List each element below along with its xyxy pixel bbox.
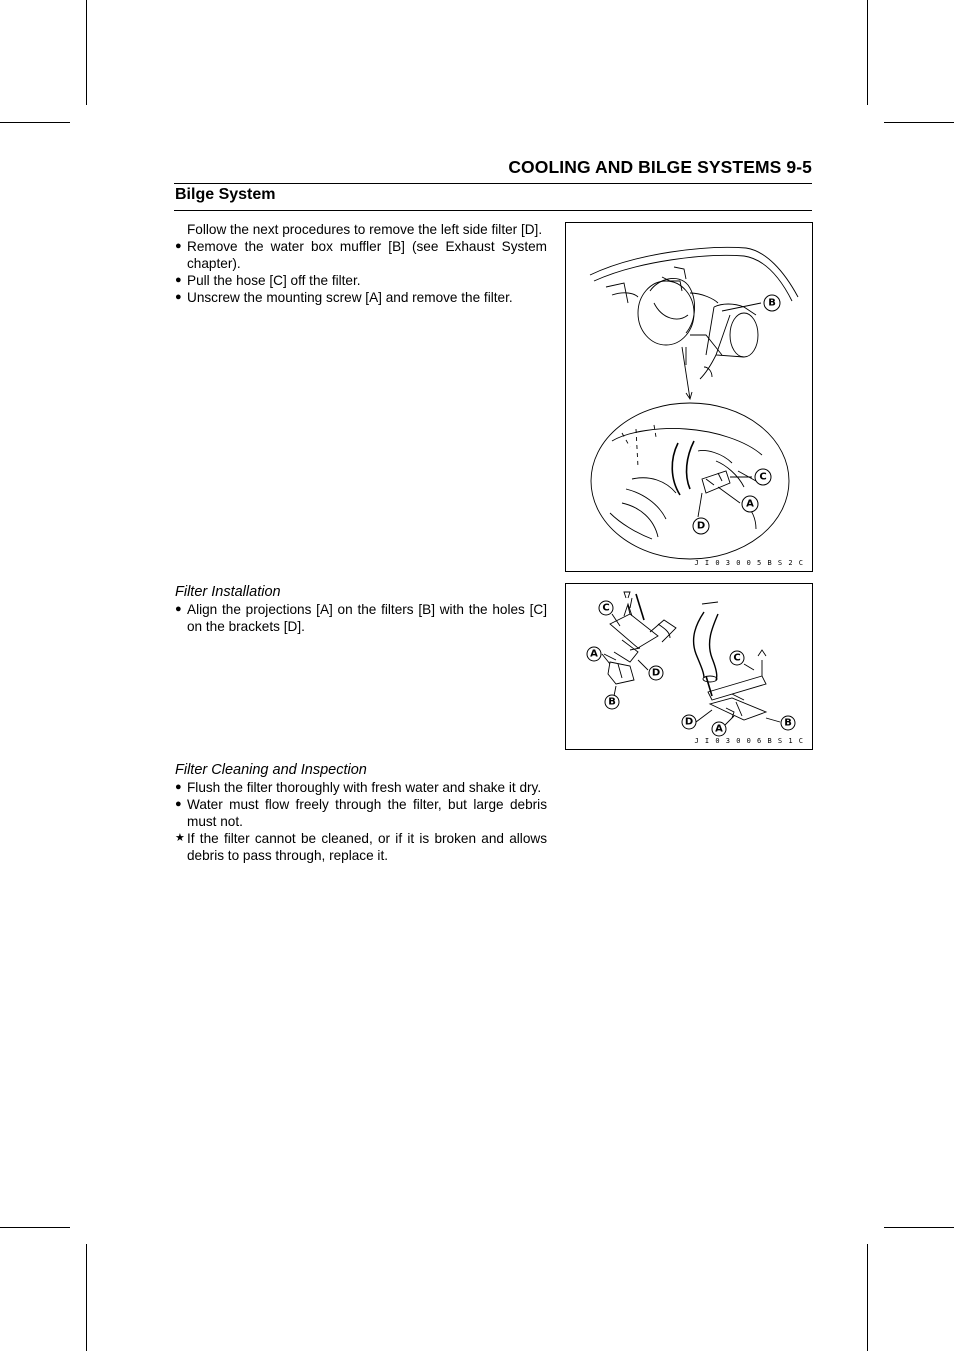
bullet-marker: ● (175, 291, 182, 303)
section-title: Bilge System (175, 186, 276, 203)
crop-mark (884, 122, 954, 123)
callout-d: D (651, 667, 661, 679)
callout-b: B (768, 297, 776, 309)
callout-c: C (733, 652, 741, 664)
figure-code: J I 0 3 0 0 6 B S 1 C (694, 737, 804, 745)
step-text: Water must flow freely through the filter, but large debris must not. (187, 797, 547, 829)
star-marker: ★ (175, 832, 185, 844)
bullet-marker: ● (175, 603, 182, 615)
section-rule (174, 210, 812, 211)
filter-installation-figure (565, 583, 813, 750)
list-item (175, 779, 547, 796)
cleaning-procedure (175, 762, 547, 864)
callout-a: A (715, 723, 723, 735)
crop-mark (0, 1227, 70, 1228)
callout-d: D (684, 716, 694, 728)
header-rule (174, 183, 812, 184)
installation-heading: Filter Installation (175, 584, 281, 600)
crop-mark (884, 1227, 954, 1228)
list-item (175, 830, 547, 864)
step-text: Align the projections [A] on the filters [B] with the holes [C] on the brackets [D]. (187, 602, 547, 634)
callout-d: D (696, 520, 706, 532)
callout-c: C (602, 602, 610, 614)
filter-installation-illustration (566, 584, 812, 749)
crop-mark (86, 0, 87, 105)
bullet-marker: ● (175, 798, 182, 810)
installation-procedure (175, 584, 547, 635)
removal-procedure (175, 221, 547, 306)
page-header-title: COOLING AND BILGE SYSTEMS 9-5 (508, 157, 812, 177)
step-text: Unscrew the mounting screw [A] and remove the filter. (187, 290, 513, 305)
note-text: If the filter cannot be cleaned, or if it is broken and allows debris to pass through, replace it. (187, 831, 547, 863)
list-item (175, 601, 547, 635)
crop-mark (867, 0, 868, 105)
callout-b: B (608, 696, 616, 708)
callout-a: A (590, 648, 598, 660)
list-item (175, 796, 547, 830)
bullet-marker: ● (175, 274, 182, 286)
crop-mark (86, 1244, 87, 1351)
cleaning-heading: Filter Cleaning and Inspection (175, 762, 367, 778)
list-item (175, 289, 547, 306)
bullet-marker: ● (175, 781, 182, 793)
step-text: Remove the water box muffler [B] (see Exhaust System chapter). (187, 239, 547, 271)
figure-code: J I 0 3 0 0 5 B S 2 C (694, 559, 804, 567)
callout-c: C (759, 471, 767, 483)
filter-location-figure (565, 222, 813, 572)
filter-location-illustration (566, 223, 812, 571)
list-item (175, 238, 547, 272)
step-text: Flush the filter thoroughly with fresh water and shake it dry. (187, 780, 542, 795)
crop-mark (867, 1244, 868, 1351)
step-text: Pull the hose [C] off the filter. (187, 273, 361, 288)
list-item (175, 272, 547, 289)
crop-mark (0, 122, 70, 123)
bullet-marker: ● (175, 240, 182, 252)
removal-intro: Follow the next procedures to remove the left side filter [D]. (187, 222, 543, 237)
callout-a: A (746, 498, 754, 510)
callout-b: B (784, 717, 792, 729)
